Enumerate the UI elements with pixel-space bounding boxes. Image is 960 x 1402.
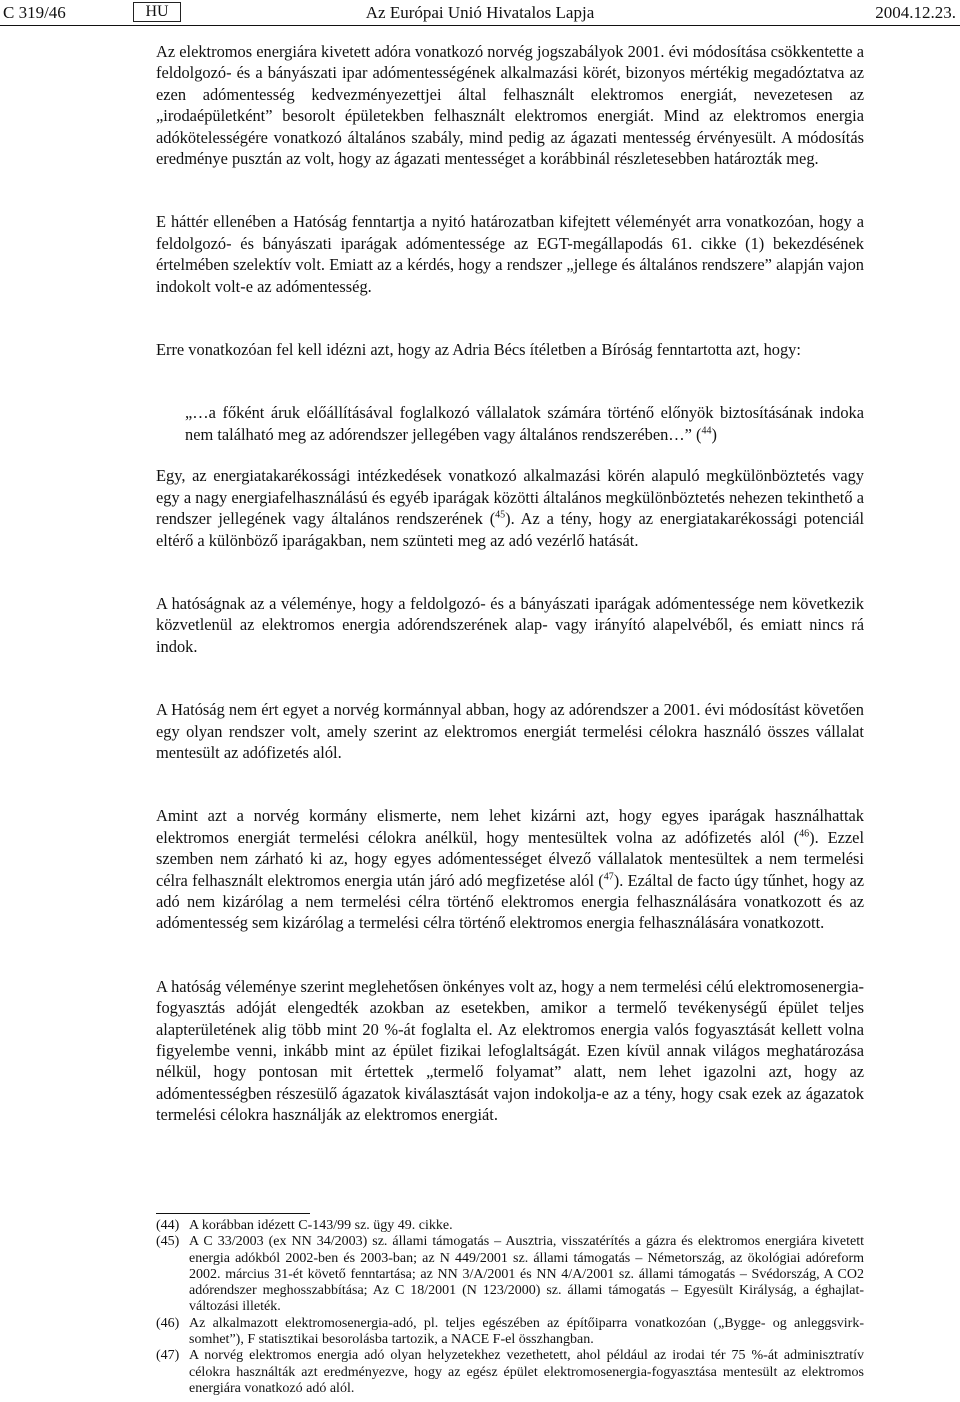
publication-date: 2004.12.23.: [875, 3, 956, 22]
paragraph: E háttér ellenében a Hatóság fenntartja a nyitó határozatban kifejtett véleményét arra vonatkozóan, hogy a feldolgozó- és bányászati iparágak adómentessége az EGT-megállapodás 61. cikke (1) bekezdésének értelmében szelektív volt. Emiatt az a kérdés, hogy a rendszer „jellege és általános rendszere” alapján vajon indokolt volt-e az adómentesség.: [156, 212, 864, 296]
footnote: [156, 1316, 864, 1349]
paragraph: [156, 465, 864, 551]
footnote-text: A korábban idézett C-143/99 sz. ügy 49. cikke.: [189, 1218, 453, 1233]
paragraph: A hatóság véleménye szerint meglehetősen önkényes volt az, hogy a nem termelési célú elektromosenergia-fogyasztás adóját elengedték azokban az esetekben, amikor a termelő tevékenységű épület teljes alapterületének alig több mint 20 %-át foglalta el. Az elektromos energia valós fogyasztását kellett volna figyelembe venni, inkább mint az épület fizikai lefoglaltságát. Ezen kívül annak világos meghatározása nélkül, hogy pontosan mit értettek „termelő folyamat” alatt, nem lehet igazolni azt, hogy az adómentességben részesülő ágazatok kiválasztását vajon indokolja-e az a tény, hogy csak ezek az ágazatok termelési célokra használják az elektromos energiát.: [156, 976, 864, 1125]
footnote-number: (44): [156, 1218, 180, 1233]
footnote-ref: 46: [799, 828, 810, 840]
header-rule: [0, 25, 960, 26]
paragraph-text: Amint azt a norvég kormány elismerte, nem lehet kizárni azt, hogy egyes iparágak használhattak elektromos energiát termelési célokra anélkül, hogy mentesültek volna az adófizetés alól (: [156, 806, 864, 847]
footnote-separator: [156, 1213, 310, 1214]
paragraph: Az elektromos energiára kivetett adóra vonatkozó norvég jogszabályok 2001. évi módosítása csökkentette a feldolgozó- és a bányászati ipar adómentességének alkalmazási körét, bizonyos mértékig megadóztatva az ezen adómentesség kedvezményezettjei által felhasznált elektromos energiát, nevezetesen az „irodaépületként” besorolt épületekben felhasznált elektromos energiát. Mind az elektromos energia adókötelességére vonatkozó általános szabály, mind pedig az ágazati mentesség érvényesült. A módosítás eredménye pusztán az volt, hogy az ágazati mentességet a korábbinál részletesebben határozták meg.: [156, 42, 864, 169]
footnote: [156, 1348, 864, 1397]
footnote-number: (45): [156, 1234, 180, 1250]
footnote-number: (47): [156, 1348, 180, 1364]
language-badge: HU: [133, 2, 181, 22]
footnotes: [156, 1213, 864, 1397]
page-code: C 319/46: [3, 3, 66, 22]
paragraph: [156, 805, 864, 933]
paragraph: A Hatóság nem ért egyet a norvég kormánnyal abban, hogy az adórendszer a 2001. évi módosítást követően egy olyan rendszer volt, amely szerint az elektromos energiát termelési célokra használó összes vállalat mentesült az adófizetés alól.: [156, 700, 864, 762]
footnote-text: Az alkalmazott elektromosenergia-adó, pl. teljes egészében az építőiparra vonatkozóan („Bygge- og anleggsvirksomhet”), F statisztikai besorolásba tartozik, a NACE F-el összhangban.: [189, 1315, 864, 1348]
paragraph-text: ). Az a tény, hogy az energiatakarékossági potenciál eltérő a különböző iparágakban, nem szünteti meg az adó vezérlő hatását.: [156, 509, 864, 550]
paragraph: Erre vonatkozóan fel kell idézni azt, hogy az Adria Bécs ítéletben a Bíróság fenntartotta azt, hogy:: [156, 340, 801, 360]
footnote-ref: 47: [603, 871, 614, 883]
footnote-text: A norvég elektromos energia adó olyan helyzetekhez vezethetett, ahol például az irodai tér 75 %-át adminisztratív célokra használták azt eredményezve, hogy az egész épület elektromosenergia-fogyasztása mentesült az elektromos energiára vonatkozó adó alól.: [189, 1348, 864, 1396]
footnote-ref: 44: [701, 425, 712, 437]
journal-title: Az Európai Unió Hivatalos Lapja: [365, 3, 595, 22]
paragraph-text: ). Ezzel szemben nem zárható ki az, hogy egyes adómentességet élvező vállalatok mentesültek a nem termelési célra felhasznált elektromos energia után járó adó megfizetése alól (: [156, 827, 864, 890]
court-quote: [185, 402, 864, 445]
quote-end: ): [711, 424, 717, 444]
footnote-text: A C 33/2003 (ex NN 34/2003) sz. állami támogatás – Ausztria, visszatérítés a gázra és elektromos energiára kivetett energia adókból 2002-ben és 2003-ban; az N 449/2001 sz. állami támogatás – Németország, az ökológiai adóreform 2002. március 31-ét követő fenntartása; az NN 3/A/2001 és NN 4/A/2001 sz. állami támogatás – Svédország, A CO2 adórendszer meghosszabbítása; Az C 18/2001 (N 123/2000) sz. állami támogatás – Egyesült Királyság, a éghajlat-változási illeték.: [189, 1234, 864, 1315]
quote-text: „…a főként áruk előállításával foglalkozó vállalatok számára történő előnyök biztosításának indoka nem található meg az adórendszer jellegében vagy általános rendszerében…” (: [185, 403, 864, 444]
paragraph-text: Egy, az energiatakarékossági intézkedések vonatkozó alkalmazási körén alapuló megkülönböztetés vagy egy a nagy energiafelhasználású és egyéb iparágak közötti általános megkülönböztetés nehezen tekinthető a rendszer jellegének vagy általános rendszerének (: [156, 466, 864, 529]
footnote: [156, 1218, 864, 1234]
page-header: [0, 0, 960, 26]
main-text: [156, 41, 864, 1126]
paragraph-text: ). Ezáltal de facto úgy tűnhet, hogy az adó nem kizárólag a nem termelési célra történő elektromos energia felhasználására vonatkozott és az adómentesség sem kizárólag a termelési célra történő elektromos energia felhasználására vonatkozott.: [156, 870, 865, 933]
footnote: [156, 1234, 864, 1315]
paragraph: A hatóságnak az a véleménye, hogy a feldolgozó- és a bányászati iparágak adómentessége nem következik közvetlenül az elektromos energia adórendszerének alap- vagy irányító alapelvéből, és emiatt nincs rá indok.: [156, 593, 864, 656]
footnote-number: (46): [156, 1315, 180, 1331]
footnote-ref: 45: [495, 509, 506, 521]
